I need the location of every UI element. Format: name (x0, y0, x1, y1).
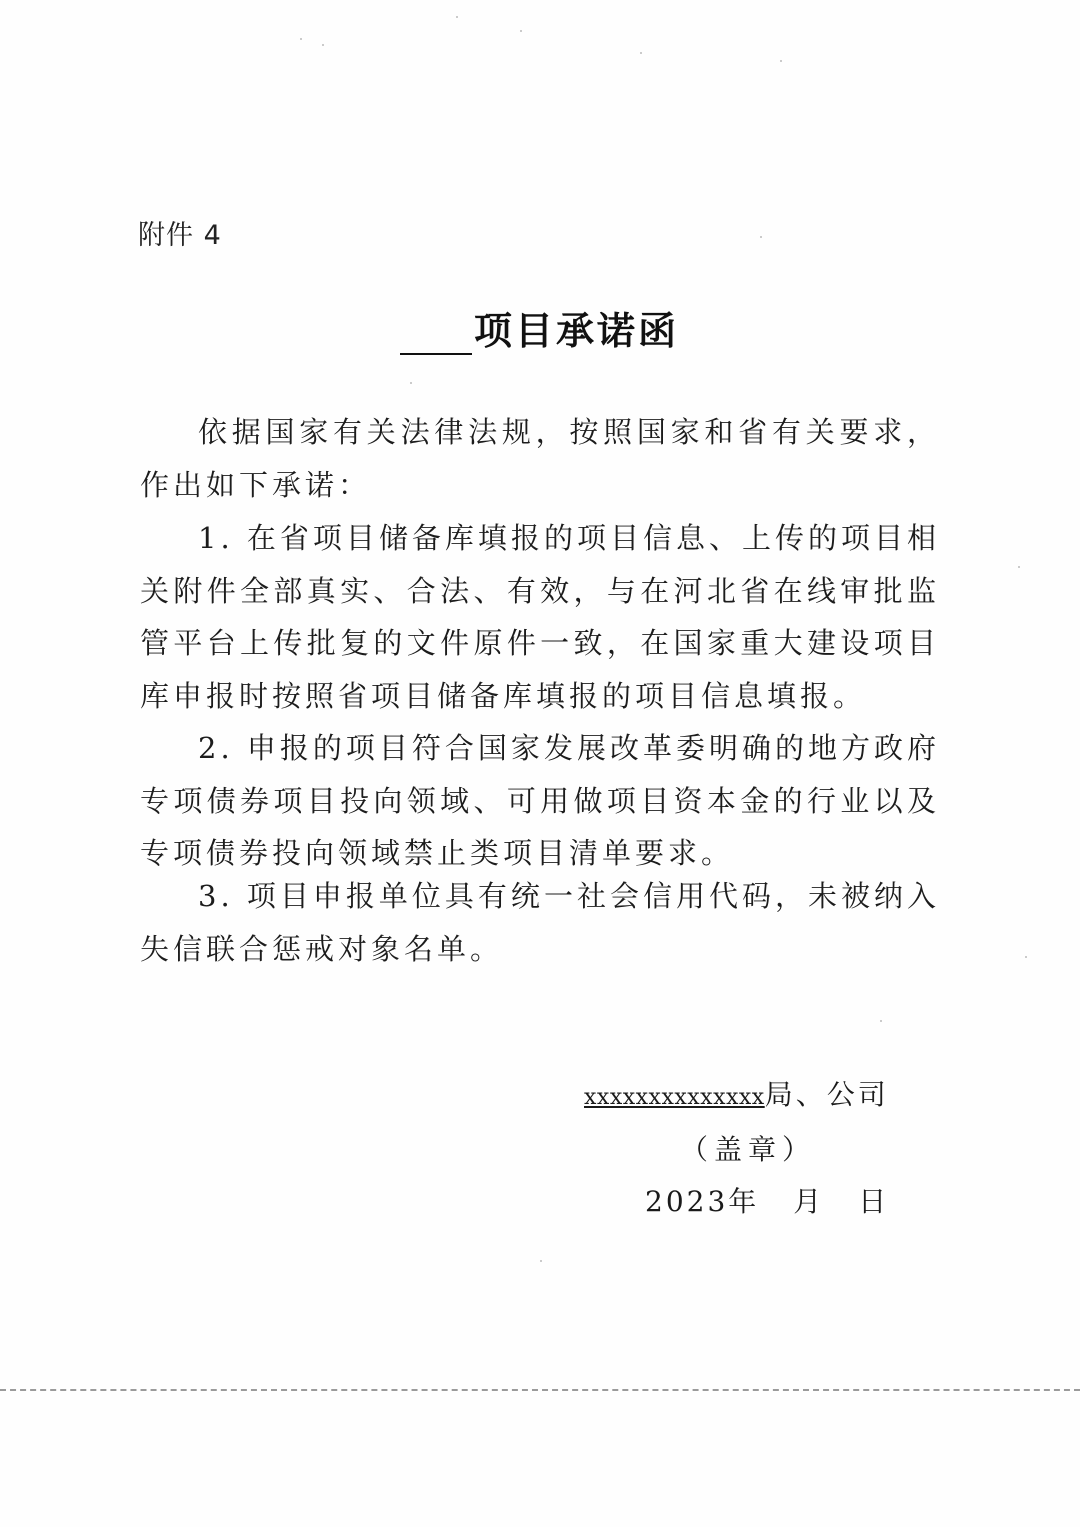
signature-organization (584, 1073, 889, 1113)
date-year: 2023年 (645, 1185, 760, 1218)
scan-speck (640, 52, 642, 54)
seal-note: （盖章） (680, 1133, 817, 1166)
title-text: 项目承诺函 (474, 309, 680, 353)
commitment-item-1: 1. 在省项目储备库填报的项目信息、上传的项目相关附件全部真实、合法、有效，与在河北省在线审批监管平台上传批复的文件原件一致，在国家重大建设项目库申报时按照省项目储备库填报的项目信息填报。 (140, 521, 940, 713)
scan-speck (1025, 956, 1027, 958)
date-month: 月 (793, 1185, 825, 1218)
fold-dashed-line (0, 1389, 1080, 1391)
scan-speck (760, 236, 762, 238)
scan-speck (780, 60, 782, 62)
scan-speck (322, 44, 324, 46)
attachment-label: 附件 4 (138, 220, 222, 251)
document-title (400, 300, 760, 355)
signature-date (645, 1180, 889, 1220)
organization-suffix: 局、公司 (764, 1078, 889, 1111)
commitment-item-3: 3. 项目申报单位具有统一社会信用代码，未被纳入失信联合惩戒对象名单。 (140, 879, 940, 966)
scan-speck (520, 30, 522, 32)
intro-paragraph: 依据国家有关法律法规，按照国家和省有关要求，作出如下承诺： (140, 415, 940, 502)
organization-placeholder: xxxxxxxxxxxxxx (584, 1085, 765, 1110)
scan-speck (1018, 566, 1020, 568)
scan-speck (300, 38, 302, 40)
scan-speck (880, 1020, 882, 1022)
scan-speck (410, 382, 412, 384)
scan-speck (456, 16, 458, 18)
title-blank-line (400, 315, 472, 355)
commitment-item-2: 2. 申报的项目符合国家发展改革委明确的地方政府专项债券项目投向领域、可用做项目资本金的行业以及专项债券投向领域禁止类项目清单要求。 (140, 731, 940, 870)
scan-speck (540, 1260, 542, 1262)
date-day: 日 (858, 1185, 890, 1218)
